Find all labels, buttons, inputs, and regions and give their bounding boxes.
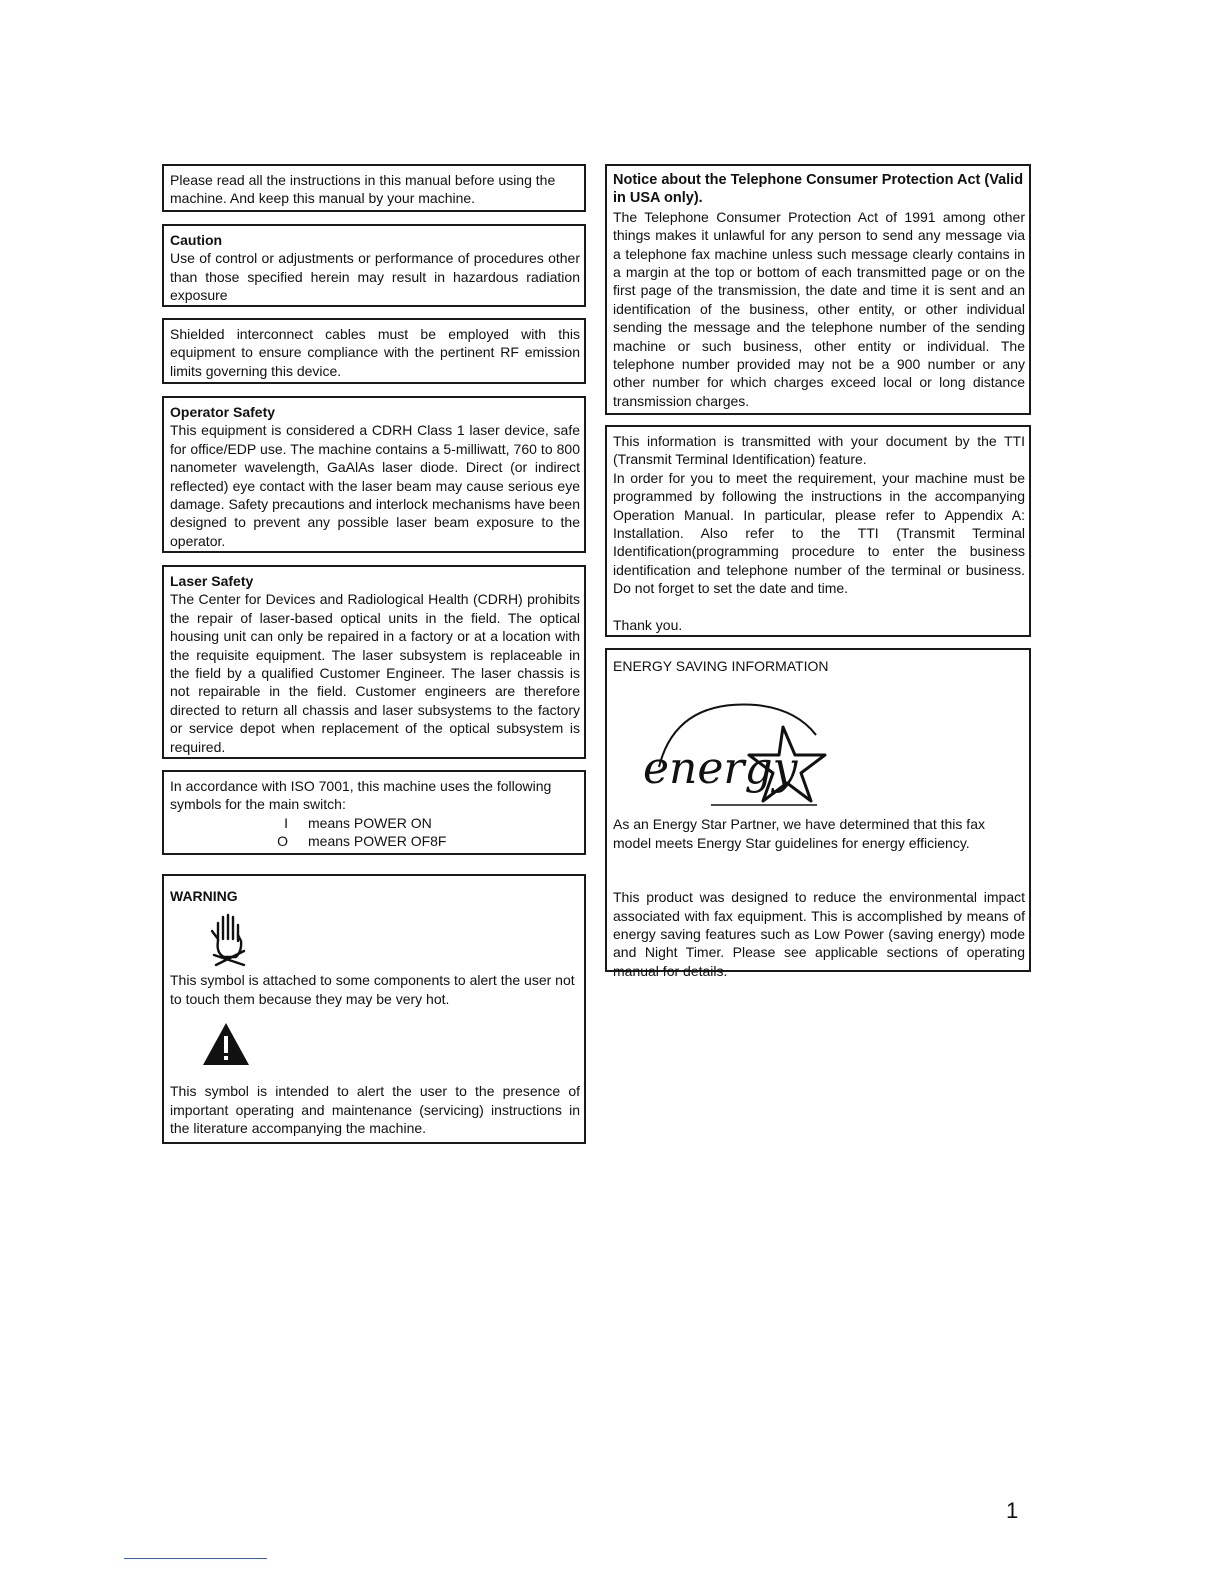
- operator-safety-title: Operator Safety: [170, 404, 276, 420]
- energy-logo-text: energy: [643, 743, 798, 795]
- tti-box: [605, 425, 1031, 637]
- laser-safety-box: [162, 565, 586, 759]
- read-instructions-text: Please read all the instructions in this manual before using the machine. And keep this manual by your machine.: [170, 172, 556, 207]
- tti-paragraph-1: This information is transmitted with your document by the TTI (Transmit Terminal Identification) feature.: [613, 433, 1025, 468]
- energy-saving-title: ENERGY SAVING INFORMATION: [613, 658, 829, 674]
- power-off-symbol: O: [277, 833, 288, 850]
- tcpa-notice-box: [605, 164, 1031, 415]
- power-on-text: means POWER ON: [308, 814, 432, 831]
- operator-safety-box: [162, 396, 586, 553]
- energy-product-text: This product was designed to reduce the environmental impact associated with fax equipment. This is accomplished by means of energy saving features such as Low Power (saving energy) mode and Night Timer. Please see applicable sections of operating manual for details.: [613, 889, 1025, 979]
- iso-switch-box: [162, 770, 586, 855]
- tti-thanks: Thank you.: [613, 616, 683, 633]
- power-off-row: [170, 832, 580, 850]
- laser-safety-title: Laser Safety: [170, 573, 254, 589]
- page-number: 1: [1006, 1498, 1019, 1523]
- shielded-cables-box: [162, 318, 586, 384]
- footer-rule: [124, 1558, 267, 1559]
- energy-star-partner-text: As an Energy Star Partner, we have determined that this fax model meets Energy Star guidelines for energy efficiency.: [613, 816, 985, 851]
- read-instructions-box: [162, 164, 586, 212]
- energy-star-logo: [621, 679, 881, 809]
- tcpa-body: The Telephone Consumer Protection Act of 1991 among other things makes it unlawful for any person to send any message via a telephone fax machine unless such message clearly contains in a margin at the top or bottom of each transmitted page or on the first page of the transmission, the date and time it is sent and an identification of the business, other entity, or other individual sending the message and the telephone number of the sending machine or such business, other entity or individual. The telephone number provided may not be a 900 number or any other number for which charges exceed local or long distance transmission charges.: [613, 208, 1025, 409]
- power-off-text: means POWER OF8F: [308, 833, 447, 850]
- caution-body: Use of control or adjustments or performance of procedures other than those specified herein may result in hazardous radiation exposure: [170, 250, 580, 304]
- power-on-symbol: I: [284, 814, 288, 831]
- tcpa-title: Notice about the Telephone Consumer Protection Act (Valid in USA only).: [613, 172, 1024, 207]
- hand-hot-surface-icon: [204, 911, 254, 967]
- laser-safety-body: The Center for Devices and Radiological Health (CDRH) prohibits the repair of laser-based optical units in the field. The optical housing unit can only be repaired in a factory or at a location with the requisite equipment. The laser subsystem is replaceable in the field by a qualified Customer Engineer. The laser chassis is not repairable in the field. Customer engineers are therefore directed to return all chassis and laser subsystems to the factory or service depot when replacement of the optical subsystem is required.: [170, 591, 580, 755]
- exclamation-triangle-icon: [202, 1022, 250, 1066]
- hot-surface-warning-text: This symbol is attached to some components to alert the user not to touch them because they may be very hot.: [170, 972, 575, 1007]
- operator-safety-body: This equipment is considered a CDRH Class 1 laser device, safe for office/EDP use. The machine contains a 5-milliwatt, 760 to 800 nanometer wavelength, GaAlAs laser diode. Direct (or indirect reflected) eye contact with the laser beam may cause serious eye damage. Safety precautions and interlock mechanisms have been designed to prevent any possible laser beam exposure to the operator.: [170, 422, 580, 549]
- warning-title: WARNING: [170, 888, 238, 904]
- caution-box: [162, 224, 586, 307]
- iso-switch-intro: In accordance with ISO 7001, this machine uses the following symbols for the main switch:: [170, 778, 552, 813]
- caution-symbol-text: This symbol is intended to alert the user to the presence of important operating and maintenance (servicing) instructions in the literature accompanying the machine.: [170, 1083, 580, 1137]
- warning-box: [162, 874, 586, 1144]
- tti-paragraph-2: In order for you to meet the requirement, your machine must be programmed by following the instructions in the accompanying Operation Manual. In particular, please refer to Appendix A: Installation. Also refer to the TTI (Transmit Terminal Identification(programming procedure to enter the business identification and telephone number of the terminal or business. Do not forget to set the date and time.: [613, 469, 1025, 597]
- power-on-row: [170, 814, 580, 832]
- shielded-cables-text: Shielded interconnect cables must be employed with this equipment to ensure compliance with the pertinent RF emission limits governing this device.: [170, 326, 580, 379]
- caution-title: Caution: [170, 232, 223, 248]
- energy-saving-box: [605, 648, 1031, 979]
